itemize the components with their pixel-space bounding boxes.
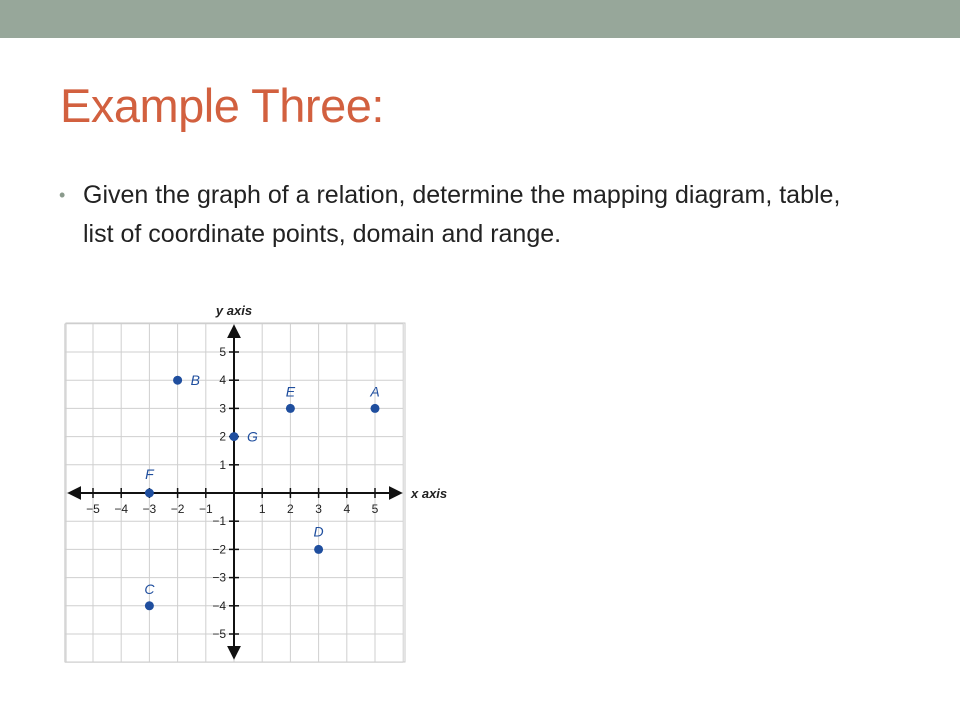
y-axis-label: y axis (215, 303, 253, 318)
x-tick-label: −4 (114, 502, 129, 516)
x-tick-label: −2 (170, 502, 185, 516)
y-tick-label: 3 (219, 401, 226, 416)
point-label-d: D (313, 523, 324, 540)
y-tick-label: −3 (212, 570, 226, 585)
x-tick-label: 1 (258, 502, 266, 516)
bullet-dot-icon: • (59, 185, 66, 205)
point-c (145, 601, 154, 610)
x-tick-label: 2 (287, 502, 294, 516)
x-axis-label: x axis (411, 486, 448, 501)
y-tick-label: −2 (212, 542, 226, 557)
point-b (173, 376, 182, 385)
axes (70, 327, 400, 657)
x-tick-label: 3 (315, 502, 322, 516)
point-label-c: C (144, 580, 155, 597)
y-tick-label: −1 (212, 514, 226, 529)
x-tick-label: 5 (371, 502, 379, 516)
point-label-a: A (370, 383, 380, 400)
point-f (145, 489, 154, 498)
x-tick-label: 4 (343, 502, 351, 516)
x-tick-label: −5 (86, 502, 100, 516)
y-tick-label: 5 (219, 345, 226, 359)
point-a (371, 404, 380, 413)
point-g (230, 432, 239, 441)
y-tick-label: −5 (212, 627, 226, 641)
point-d (314, 545, 323, 554)
point-label-e: E (285, 383, 296, 400)
point-e (286, 404, 295, 413)
y-tick-label: 4 (219, 373, 226, 388)
y-tick-label: −4 (212, 598, 226, 613)
y-tick-label: 1 (219, 457, 226, 472)
y-tick-label: 2 (219, 429, 226, 444)
x-tick-label: −1 (198, 502, 213, 516)
point-label-f: F (145, 466, 154, 482)
slide-title: Example Three: (60, 79, 384, 132)
point-label-b: B (190, 372, 200, 389)
bullet-text: Given the graph of a relation, determine the mapping diagram, table, list of coordinate points, domain and range. (83, 181, 841, 248)
point-label-g: G (247, 428, 258, 445)
x-tick-label: −3 (142, 502, 157, 516)
